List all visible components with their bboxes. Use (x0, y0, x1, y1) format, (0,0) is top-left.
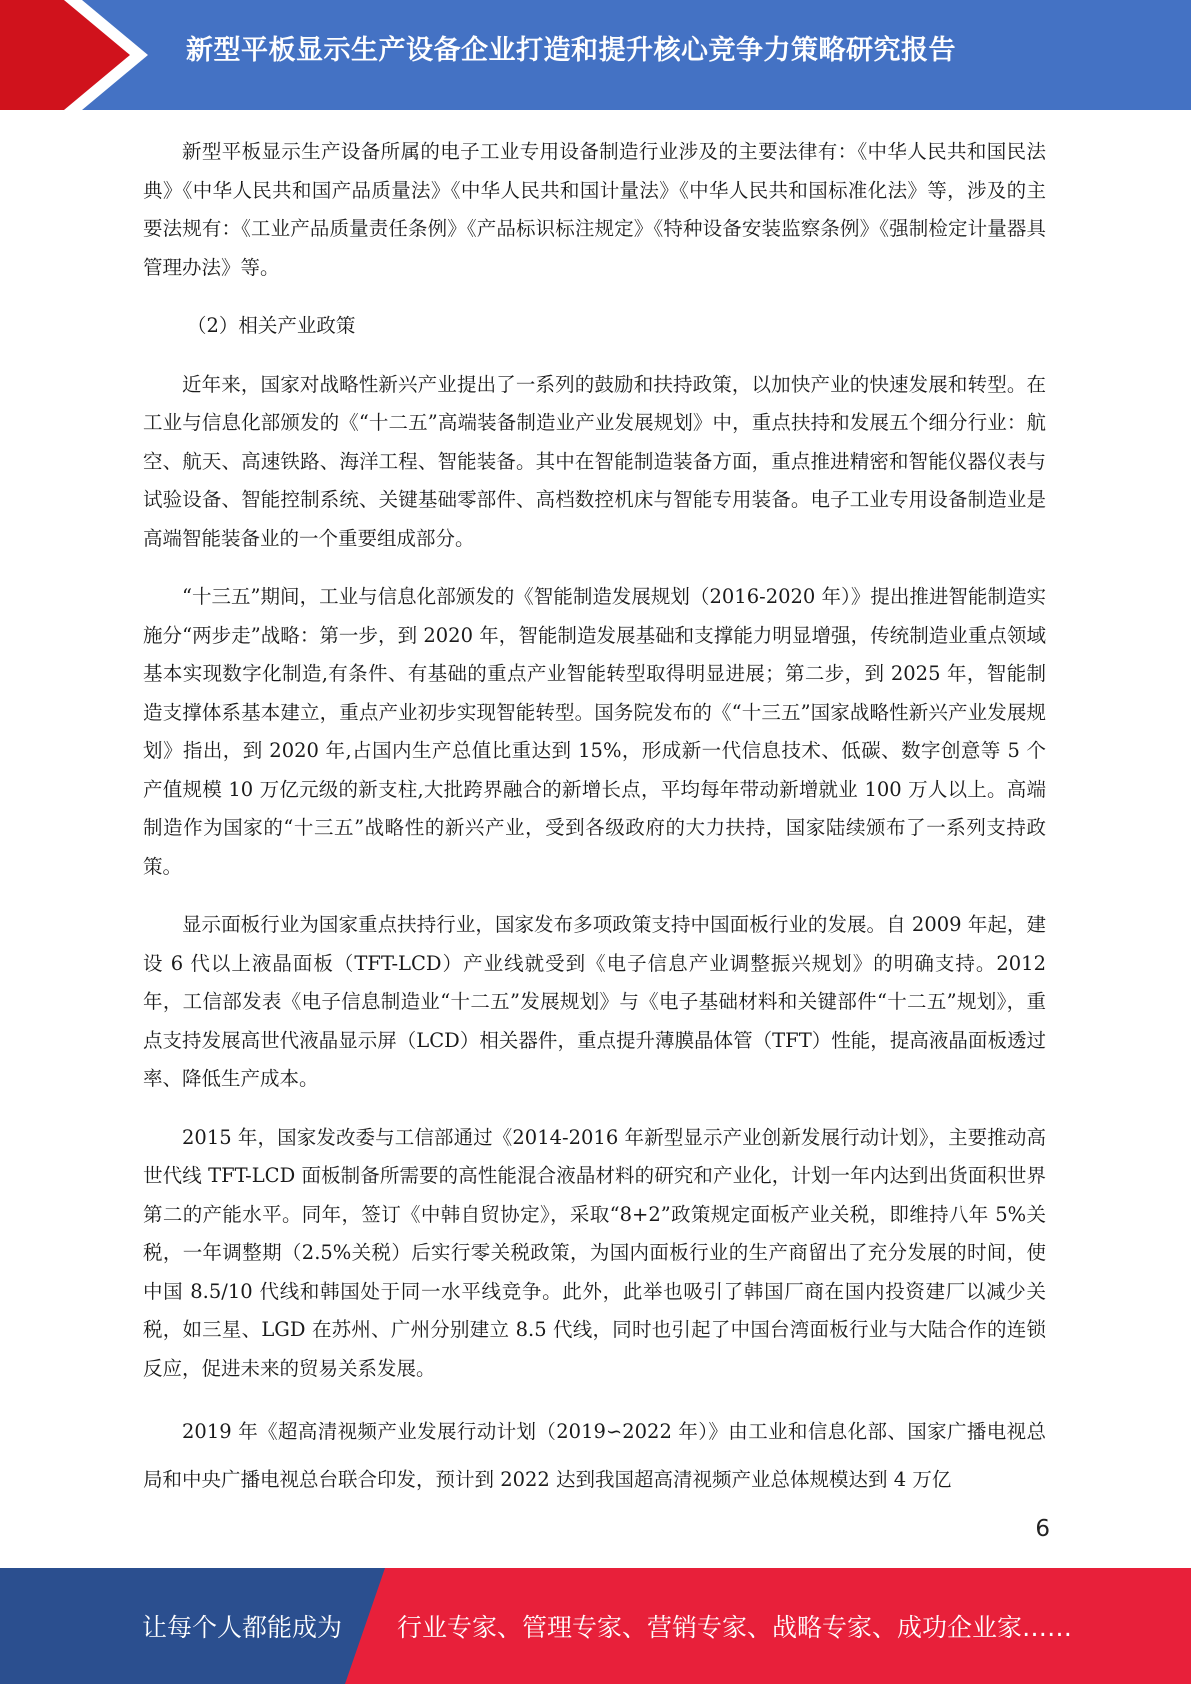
section-subheading: （2）相关产业政策 (187, 314, 356, 337)
report-title: 新型平板显示生产设备企业打造和提升核心竞争力策略研究报告 (186, 35, 956, 66)
red-chevron-decoration (0, 0, 150, 110)
document-body (143, 133, 1046, 1524)
paragraph-display-panel-policy: 显示面板行业为国家重点扶持行业，国家发布多项政策支持中国面板行业的发展。自 2009 年起，建设 6 代以上液晶面板（TFT-LCD）产业线就受到《电子信息产业调整振兴规划》的明确支持。2012 年，工信部发表《电子信息制造业“十二五”发展规划》与《电子基础材料和关键部件“十二五”规划》，重点支持发展高世代液晶显示屏（LCD）相关器件，重点提升薄膜晶体管（TFT）性能，提高液晶面板透过率、降低生产成本。 (143, 913, 1046, 1090)
paragraph-12th-five-year: 近年来，国家对战略性新兴产业提出了一系列的鼓励和扶持政策，以加快产业的快速发展和转型。在工业与信息化部颁发的《“十二五”高端装备制造业产业发展规划》中，重点扶持和发展五个细分行业：航空、航天、高速铁路、海洋工程、智能装备。其中在智能制造装备方面，重点推进精密和智能仪器仪表与试验设备、智能控制系统、关键基础零部件、高档数控机床与智能专用装备。电子工业专用设备制造业是高端智能装备业的一个重要组成部分。 (143, 372, 1046, 550)
page-header (0, 0, 1191, 110)
footer-tagline: 行业专家、管理专家、营销专家、战略专家、成功企业家…… (397, 1613, 1073, 1642)
page-footer (0, 1568, 1191, 1684)
paragraph-laws: 新型平板显示生产设备所属的电子工业专用设备制造行业涉及的主要法律有：《中华人民共和国民法典》《中华人民共和国产品质量法》《中华人民共和国计量法》《中华人民共和国标准化法》等，涉及的主要法规有：《工业产品质量责任条例》《产品标识标注规定》《特种设备安装监察条例》《强制检定计量器具管理办法》等。 (143, 140, 1046, 279)
page-number: 6 (1035, 1516, 1050, 1542)
paragraph-2019-uhd-plan: 2019 年《超高清视频产业发展行动计划（2019∽2022 年）》由工业和信息化部、国家广播电视总局和中央广播电视总台联合印发，预计到 2022 达到我国超高清视频产业总体规模达到 4 万亿 (143, 1420, 1046, 1491)
paragraph-13th-five-year: “十三五”期间，工业与信息化部颁发的《智能制造发展规划（2016-2020 年）》提出推进智能制造实施分“两步走”战略：第一步，到 2020 年，智能制造发展基础和支撑能力明显增强，传统制造业重点领域基本实现数字化制造,有条件、有基础的重点产业智能转型取得明显进展；第二步，到 2025 年，智能制造支撑体系基本建立，重点产业初步实现智能转型。国务院发布的《“十三五”国家战略性新兴产业发展规划》指出，到 2020 年,占国内生产总值比重达到 15%，形成新一代信息技术、低碳、数字创意等 5 个产值规模 10 万亿元级的新支柱,大批跨界融合的新增长点，平均每年带动新增就业 100 万人以上。高端制造作为国家的“十三五”战略性的新兴产业，受到各级政府的大力扶持，国家陆续颁布了一系列支持政策。 (143, 585, 1046, 878)
paragraph-2015-plan: 2015 年，国家发改委与工信部通过《2014-2016 年新型显示产业创新发展行动计划》，主要推动高世代线 TFT-LCD 面板制备所需要的高性能混合液晶材料的研究和产业化，计划一年内达到出货面积世界第二的产能水平。同年，签订《中韩自贸协定》，采取“8+2”政策规定面板产业关税，即维持八年 5%关税，一年调整期（2.5%关税）后实行零关税政策，为国内面板行业的生产商留出了充分发展的时间，使中国 8.5/10 代线和韩国处于同一水平线竞争。此外，此举也吸引了韩国厂商在国内投资建厂以减少关税，如三星、LGD 在苏州、广州分别建立 8.5 代线，同时也引起了中国台湾面板行业与大陆合作的连锁反应，促进未来的贸易关系发展。 (143, 1125, 1046, 1380)
footer-lead-text: 让每个人都能成为 (142, 1613, 343, 1642)
